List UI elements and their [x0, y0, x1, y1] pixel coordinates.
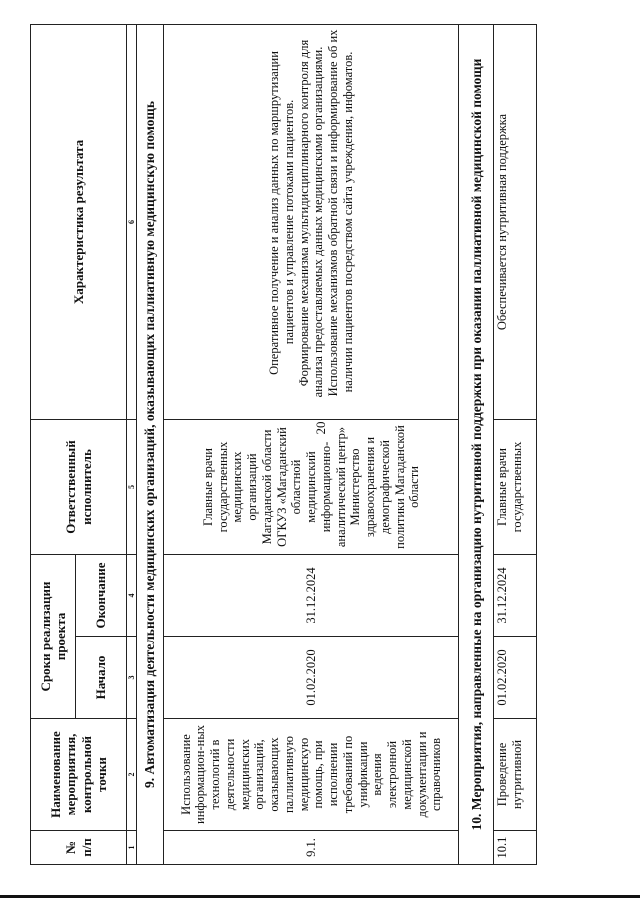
column-number: 5: [127, 420, 137, 555]
row-name: Проведение нутритивной: [494, 719, 537, 831]
header-terms: Сроки реализации проекта: [31, 555, 76, 719]
table-row: [164, 25, 459, 865]
column-number: 2: [127, 719, 137, 831]
row-result: [164, 25, 459, 420]
header-start: Начало: [76, 637, 127, 719]
section-10-row: [459, 25, 494, 865]
result-paragraph: Оперативное получение и анализ данных по маршрутизации пациентов и управление потоками пациентов.: [267, 51, 296, 375]
row-start: 01.02.2020: [164, 637, 459, 719]
row-number: 10.1: [494, 831, 537, 865]
row-responsible: Главные врачи государственных медицинских организаций Магаданской области ОГКУЗ «Магаданский областной медицинский информационно-аналитический центр» Министерство здравоохранения и демографической политики Магаданской области: [164, 420, 459, 555]
page-bottom-rule: [0, 895, 640, 898]
section-10-title: 10. Мероприятия, направленные на организацию нутритивной поддержки при оказании паллиативной медицинской помощи: [459, 25, 494, 865]
row-responsible: Главные врачи государственных: [494, 420, 537, 555]
row-result: Обеспечивается нутритивная поддержка: [494, 25, 537, 420]
row-start: 01.02.2020: [494, 637, 537, 719]
rotated-table-container: [30, 25, 535, 865]
page-number: 20: [313, 421, 328, 435]
section-9-title: 9. Автоматизация деятельности медицинских организаций, оказывающих паллиативную медицинскую помощь: [137, 25, 164, 865]
row-end: 31.12.2024: [164, 555, 459, 637]
result-paragraph: Использование механизмов обратной связи и информирование об их наличии пациентов посредством сайта учреждения, инфоматов.: [326, 29, 355, 397]
section-9-row: [137, 25, 164, 865]
result-paragraph: Формирование механизма мультидисциплинарного контроля для анализа предоставляемых данных медицинскими организациями.: [296, 39, 326, 398]
plan-table: [30, 24, 537, 865]
table-row: [494, 25, 537, 865]
header-result: Характеристика результата: [31, 25, 127, 420]
header-end: Окончание: [76, 555, 127, 637]
column-number: 4: [127, 555, 137, 637]
header-name: Наименование мероприятия, контрольной точки: [31, 719, 127, 831]
row-name: Использование информацион-ных технологий в деятельности медицинских организаций, оказывающих паллиативную медицинскую помощь, при исполнении требований по унификации ведения электронной медицинской документации и справочников: [164, 719, 459, 831]
column-number-row: [127, 25, 137, 865]
header-row: [31, 25, 76, 865]
header-num: № п/п: [31, 831, 127, 865]
row-number: 9.1.: [164, 831, 459, 865]
row-end: 31.12.2024: [494, 555, 537, 637]
column-number: 3: [127, 637, 137, 719]
column-number: 6: [127, 25, 137, 420]
header-responsible: Ответственный исполнитель: [31, 420, 127, 555]
column-number: 1: [127, 831, 137, 865]
